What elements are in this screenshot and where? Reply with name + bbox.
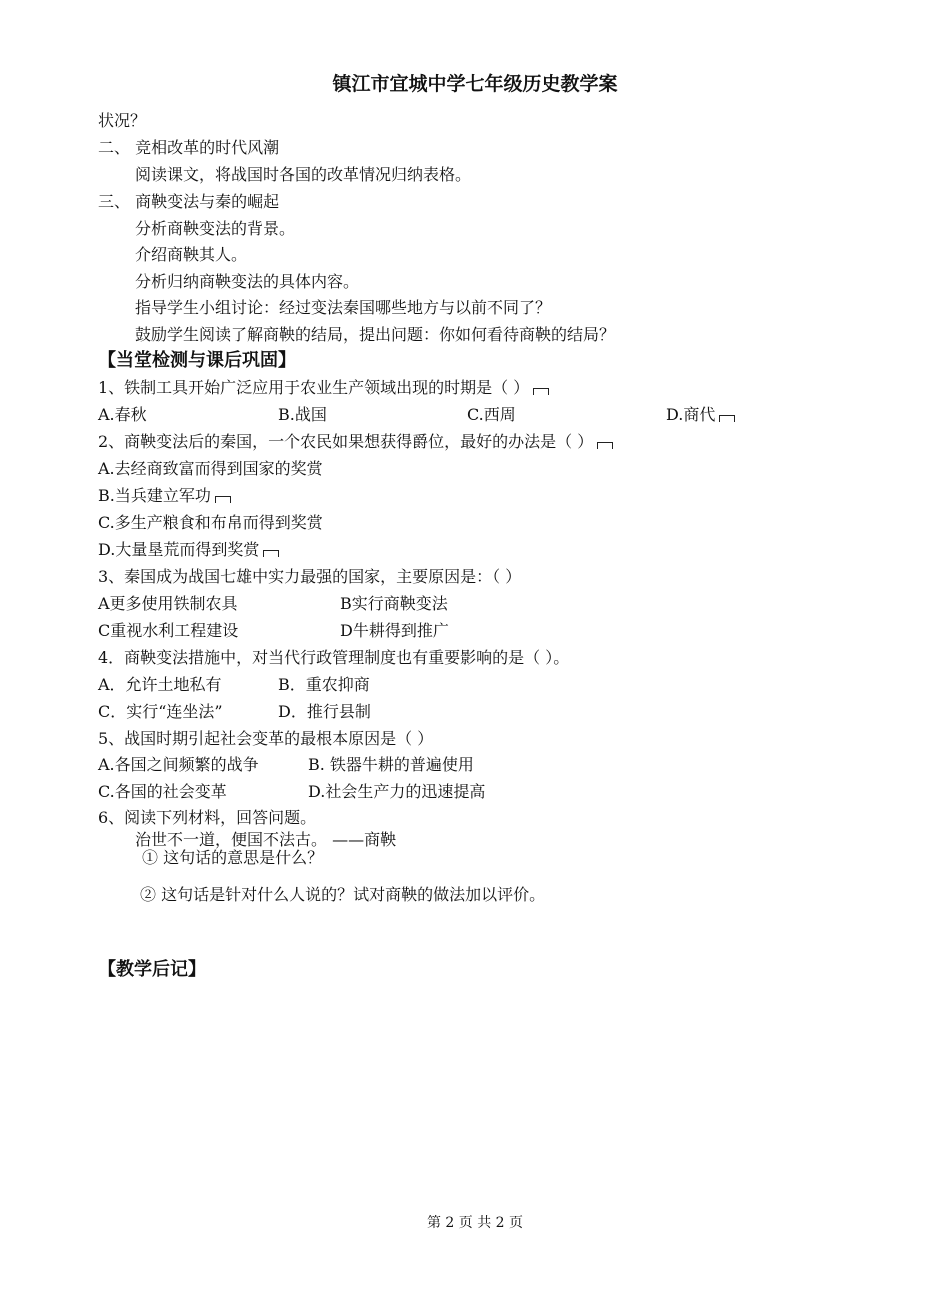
section-heading-2: 二、 竞相改革的时代风潮 [98,138,280,157]
q5-option-d: D.社会生产力的迅速提高 [308,782,486,801]
return-mark-icon [263,550,279,557]
question-3-stem: 3、秦国成为战国七雄中实力最强的国家，主要原因是：（ ） [98,567,522,586]
return-mark-icon [533,388,549,395]
q3-option-b: B实行商鞅变法 [340,594,448,613]
section-check-heading: 【当堂检测与课后巩固】 [98,350,296,371]
question-1-stem: 1、铁制工具开始广泛应用于农业生产领域出现的时期是（ ） [98,378,549,398]
q4-option-a: A．允许土地私有 [98,675,222,694]
q2-option-a: A.去经商致富而得到国家的奖赏 [98,459,323,478]
q5-option-b: B. 铁器牛耕的普遍使用 [308,755,474,774]
section-notes-heading: 【教学后记】 [98,959,206,980]
return-mark-icon [215,496,231,503]
text-line: 指导学生小组讨论：经过变法秦国哪些地方与以前不同了？ [135,298,552,317]
text-line: 介绍商鞅其人。 [135,245,248,264]
question-5-stem: 5、战国时期引起社会变革的最根本原因是（ ） [98,729,434,748]
return-mark-icon [719,415,735,422]
return-mark-icon [597,442,613,449]
page-footer: 第 2 页 共 2 页 [426,1215,524,1231]
q6-subquestion-2: ② 这句话是针对什么人说的？试对商鞅的做法加以评价。 [140,885,546,904]
q4-option-b: B．重农抑商 [278,675,370,694]
text-line: 状况？ [98,111,147,130]
question-6-stem: 6、阅读下列材料，回答问题。 [98,808,317,827]
question-2-stem: 2、商鞅变法后的秦国，一个农民如果想获得爵位，最好的办法是（ ） [98,432,613,452]
q4-option-d: D．推行县制 [278,702,371,721]
q5-option-a: A.各国之间频繁的战争 [98,755,259,774]
q4-option-c: C．实行“连坐法” [98,702,223,721]
q2-option-d: D.大量垦荒而得到奖赏 [98,540,279,560]
q1-option-a: A.春秋 [98,405,147,424]
page-title: 镇江市宜城中学七年级历史教学案 [332,73,618,95]
q3-option-d: D牛耕得到推广 [340,621,449,640]
q2-option-c: C.多生产粮食和布帛而得到奖赏 [98,513,323,532]
q1-option-c: C.西周 [467,405,516,424]
text-line: 鼓励学生阅读了解商鞅的结局，提出问题：你如何看待商鞅的结局？ [135,325,616,344]
q3-option-a: A更多使用铁制农具 [98,594,238,613]
q5-option-c: C.各国的社会变革 [98,782,227,801]
q1-option-b: B.战国 [278,405,327,424]
q6-quote: 治世不一道，便国不法古。 ——商鞅 [135,830,397,849]
text-line: 分析商鞅变法的背景。 [135,219,296,238]
q6-subquestion-1: ① 这句话的意思是什么？ [142,848,324,867]
text-line: 阅读课文，将战国时各国的改革情况归纳表格。 [135,165,472,184]
question-4-stem: 4．商鞅变法措施中，对当代行政管理制度也有重要影响的是（ ）。 [98,648,570,667]
text-line: 分析归纳商鞅变法的具体内容。 [135,272,360,291]
section-heading-3: 三、 商鞅变法与秦的崛起 [98,192,280,211]
q2-option-b: B.当兵建立军功 [98,486,231,506]
q3-option-c: C重视水利工程建设 [98,621,239,640]
q1-option-d: D.商代 [666,405,735,425]
